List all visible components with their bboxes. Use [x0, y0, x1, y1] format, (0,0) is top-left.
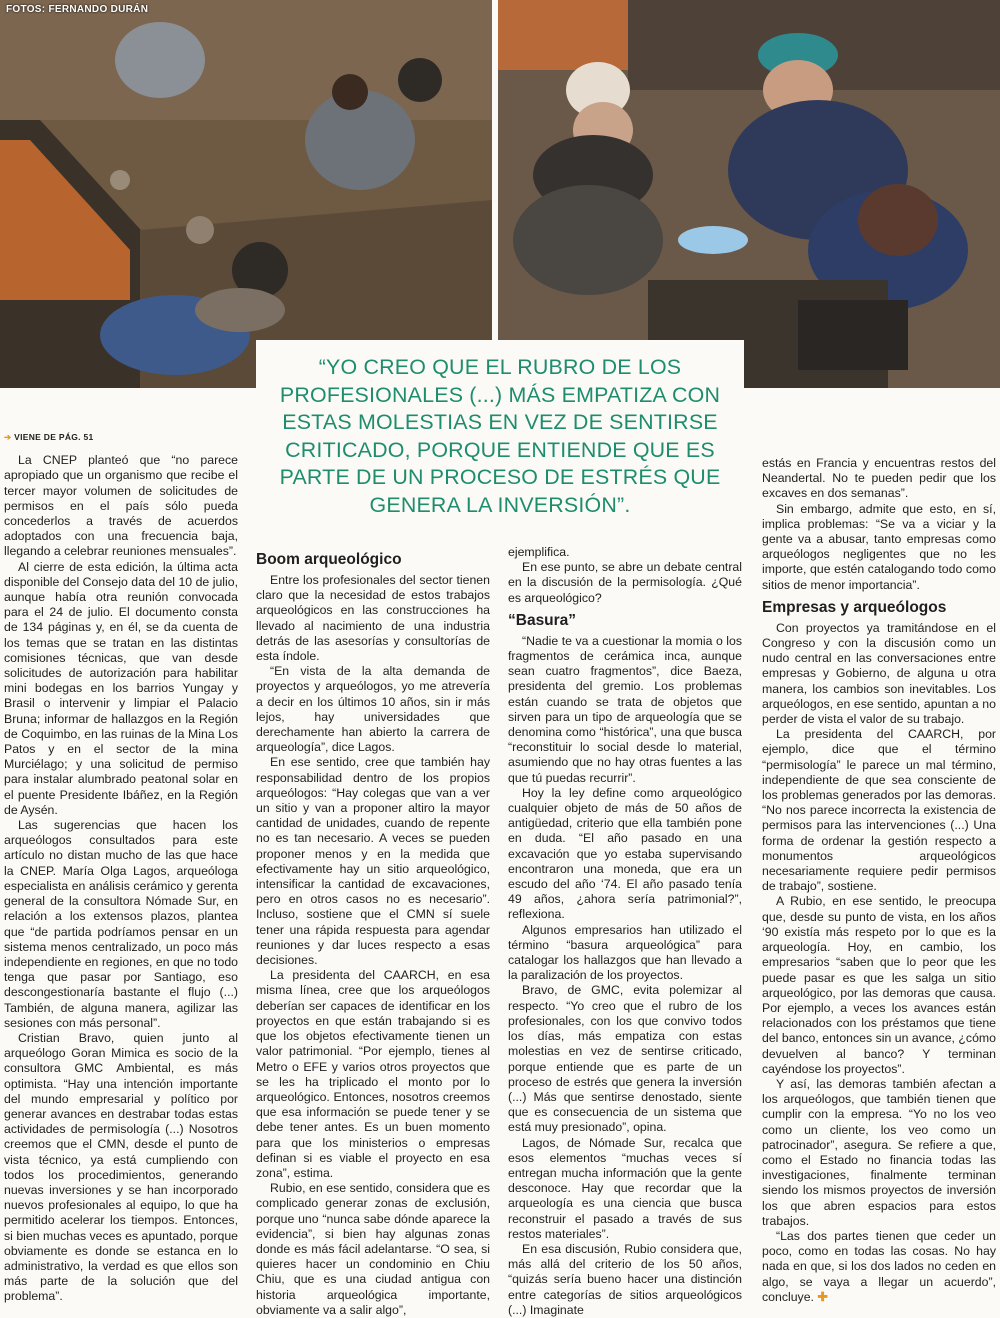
pull-quote: “YO CREO QUE EL RUBRO DE LOS PROFESIONALES (...) MÁS EMPATIZA CON ESTAS MOLESTIAS EN VEZ DE SENTIRSE CRITICADO, PORQUE ENTIENDE QUE ES PARTE DE UN PROCESO DE ESTRÉS QUE GENERA LA INVERSIÓN”. — [279, 355, 721, 517]
paragraph: Al cierre de esta edición, la última acta disponible del Consejo data del 10 de julio, aunque había otra reunión convocada para el 24 de julio. El documento consta de 134 páginas y, en él, se da cuenta de los temas que se tratan en las distintas comisiones técnicas, que van desde solicitudes de autorización para habilitar mini bodegas en los barrios Yungay y Brasil o intervenir y limpiar el Palacio Bruna; informar de hallazgos en la Región de Coquimbo, en las ruinas de la Mina Los Patos y en el sector de la mina Murciélago; y una solicitud de permiso para instalar alumbrado peatonal solar en el puente Presidente Ibáñez, en la Región de Aysén. — [4, 559, 238, 817]
paragraph: Las sugerencias que hacen los arqueólogos consultados para este artículo no distan mucho de las que hace la CNEP. María Olga Lagos, arqueóloga especialista en análisis cerámico y gerenta general de la consultora Nómade Sur, en relación a los extensos plazos, plantea que “de partida podríamos pensar en un sistema menos centralizado, un poco más independiente en regiones, en que no todo tenga que pasar por Santiago, eso descongestionaría bastante el flujo (...) También, de alguna manera, agilizar las sesiones con más personal”. — [4, 818, 238, 1030]
kicker-text: VIENE DE PÁG. 51 — [14, 432, 94, 442]
paragraph: A Rubio, en ese sentido, le preocupa que, desde su punto de vista, en los años ‘90 existía más respeto por lo que es la arqueología. Hoy, en cambio, los empresarios “saben que lo peor que les puede pasar es que les salga un sitio arqueológico, por las demoras que causa. Por ejemplo, a veces los avances están relacionados con los préstamos que tiene del banco, entonces sin un avance, ¿cómo devuelven al banco? Y terminan cayéndose los proyectos”. — [762, 894, 996, 1076]
photo-excavation-right — [498, 0, 1000, 388]
paragraph: Bravo, de GMC, evita polemizar al respecto. “Yo creo que el rubro de los profesionales, con los que convivo todos los días, más empatiza con estas molestias en vez de sentirse criticado, porque entiende que es parte de un proceso de estrés que genera la inversión (...) Más que sentirse denostado, siente que es consecuencia de un sistema que está muy presionado”, opina. — [508, 983, 742, 1135]
paragraph-final — [762, 1229, 996, 1305]
section-heading-basura: “Basura” — [508, 611, 577, 629]
section-heading-boom: Boom arqueológico — [256, 551, 402, 568]
arrow-right-icon: ➔ — [4, 432, 12, 442]
paragraph: La CNEP planteó que “no parece apropiado que un organismo que recibe el tercer mayor volumen de solicitudes de permisos en el país sólo pueda concederlos a través de acuerdos adoptados con una frecuencia baja, llegando a celebrar reuniones mensuales”. — [4, 453, 238, 559]
paragraph: Con proyectos ya tramitándose en el Congreso y con la discusión como un nudo central en las conversaciones entre empresas y Gobierno, de alguna u otra manera, los cambios son inevitables. Los arqueólogos, en ese sentido, apuntan a no perder de vista el valor de su trabajo. — [762, 620, 996, 727]
paragraph: “Nadie te va a cuestionar la momia o los fragmentos de cerámica inca, aunque sean cuatro fragmentos”, dice Baeza, presidenta del gremio. Los problemas están cuando se trata de objetos que sirven para un tipo de arqueología que se denomina como “histórica”, una que busca “reconstituir lo social desde lo material, asumiendo que no hay otras fuentes a las que tú puedas recurrir”. — [508, 633, 742, 785]
excavation-photo-right — [498, 0, 1000, 388]
paragraph: Sin embargo, admite que esto, en sí, implica problemas: “Se va a viciar y la gente va a abusar, tanto empresas como arqueólogos negligentes que no les importe, que estén catalogando todo como sitios de menor importancia”. — [762, 501, 996, 592]
article-column-1 — [4, 430, 238, 1305]
article-column-3 — [508, 545, 742, 1318]
paragraph-continuation: estás en Francia y encuentras restos del Neandertal. No te pueden pedir que los excaves en dos semanas”. — [762, 456, 996, 501]
photo-excavation-left — [0, 0, 492, 388]
paragraph: Rubio, en ese sentido, considera que es complicado generar zonas de exclusión, porque uno “nunca sabe dónde aparece la evidencia”, si bien hay algunas zonas donde es más fácil adelantarse. “O sea, si quieres hacer un condominio en Chiu Chiu, que es una ciudad antigua con historia arqueológica importante, obviamente va a salir algo”, — [256, 1181, 490, 1317]
paragraph: En ese punto, se abre un debate central en la discusión de la permisología. ¿Qué es arqueológico? — [508, 560, 742, 605]
excavation-photo-left — [0, 0, 492, 388]
photo-credit: FOTOS: FERNANDO DURÁN — [6, 4, 149, 15]
paragraph: En esa discusión, Rubio considera que, más allá del criterio de los 50 años, “quizás sería bueno hacer una distinción entre categorías de sitios arqueológicos (...) Imaginate — [508, 1241, 742, 1317]
paragraph: Cristian Bravo, quien junto al arqueólogo Goran Mimica es socio de la consultora GMC Ambiental, es más optimista. “Hay una intención importante del mundo empresarial y político por generar avances en destrabar todas estas actividades de permisología (...) Nosotros creemos que el CMN, desde el punto de vista técnico, ya está cumpliendo con todos los procedimientos, generando nuevas inversiones y se han incorporado nuevos profesionales al equipo, lo que ha permitido acelerar los tiempos. Entonces, si bien muchas veces es apuntado, porque obviamente es donde se estanca en lo administrativo, la verdad es que ellos son más parte de la solución que del problema”. — [4, 1030, 238, 1304]
paragraph: La presidenta del CAARCH, por ejemplo, dice que el término “permisología” le parece un mal término, independiente de que sea consciente de los problemas generados por las demoras. “No nos parece incorrecta la existencia de permisos para las intervenciones (...) Una forma de ordenar la gestión respecto a monumentos arqueológicos necesariamente requiere pedir permisos de trabajo”, sostiene. — [762, 727, 996, 894]
paragraph: Entre los profesionales del sector tienen claro que la necesidad de estos trabajos arqueológicos en las construcciones ha llevado al nacimiento de una industria detrás de las asesorías y consultorías de esta índole. — [256, 573, 490, 664]
section-heading-empresas: Empresas y arqueólogos — [762, 598, 947, 616]
article-column-2 — [256, 545, 490, 1318]
pull-quote-box — [256, 340, 744, 528]
paragraph: Algunos empresarios han utilizado el término “basura arqueológica” para catalogar los hallazgos que han llevado a la paralización de los proyectos. — [508, 922, 742, 983]
page-continuation-kicker — [4, 430, 238, 445]
paragraph: Hoy la ley define como arqueológico cualquier objeto de más de 50 años de antigüedad, criterio que ella también pone en duda. “El año pasado en una excavación que yo estaba supervisando encontraron una moneda, que era un escudo del año ‘74. El año pasado tenía 49 años, ¿ahora sería patrimonial?”, reflexiona. — [508, 785, 742, 922]
paragraph: “En vista de la alta demanda de proyectos y arqueólogos, yo me atrevería a decir en los últimos 10 años, sin ir más lejos, hay universidades que derechamente han abierto la carrera de arqueología”, dice Lagos. — [256, 664, 490, 755]
final-text: “Las dos partes tienen que ceder un poco, como en todas las cosas. No hay nada en que, si los dos lados no ceden en algo, se vaya a llegar un acuerdo”, concluye. — [762, 1228, 996, 1304]
article-column-4 — [762, 456, 996, 1305]
paragraph: La presidenta del CAARCH, en esa misma línea, cree que los arqueólogos deberían ser capaces de identificar en los proyectos en que están trabajando si es que los objetos efectivamente tienen un valor patrimonial. “Por ejemplo, tienes al Metro o EFE y varios otros proyectos que se les ha triplicado el monto por lo arqueológico. Entonces, nosotros creemos que esa información se puede tener y se debe tener antes. Es un buen momento para que los ministerios o empresas definan si es viable el proyecto en esa zona”, estima. — [256, 968, 490, 1180]
end-mark-icon: ✚ — [817, 1289, 828, 1304]
paragraph: En ese sentido, cree que también hay responsabilidad dentro de los propios arqueólogos: “Hay colegas que van a ver un sitio y van a proponer altiro la mayor cantidad de unidades, cuando de repente no es tan necesario. A veces se pueden proponer menos y en la medida que efectivamente hay un sitio arqueológico, intensificar la cantidad de excavaciones, pero en otros casos no es necesario”. Incluso, sostiene que el CMN sí suele tener una rápida respuesta para agendar reuniones y dar luces respecto a esas decisiones. — [256, 755, 490, 968]
paragraph: Y así, las demoras también afectan a los arqueólogos, que también tienen que cumplir con la empresa. “Yo no los veo como un cliente, los veo como un patrocinador”, asegura. Se refiere a que, como el Estado no financia todas las investigaciones, finalmente terminan siendo los mismos proyectos de inversión los que abren espacios para estos trabajos. — [762, 1076, 996, 1228]
paragraph-continuation: ejemplifica. — [508, 545, 570, 559]
paragraph: Lagos, de Nómade Sur, recalca que esos elementos “muchas veces sí entregan mucha información que la gente desconoce. Hay que recordar que la arqueología es una ciencia que busca reconstruir el pasado a través de sus restos materiales”. — [508, 1135, 742, 1241]
